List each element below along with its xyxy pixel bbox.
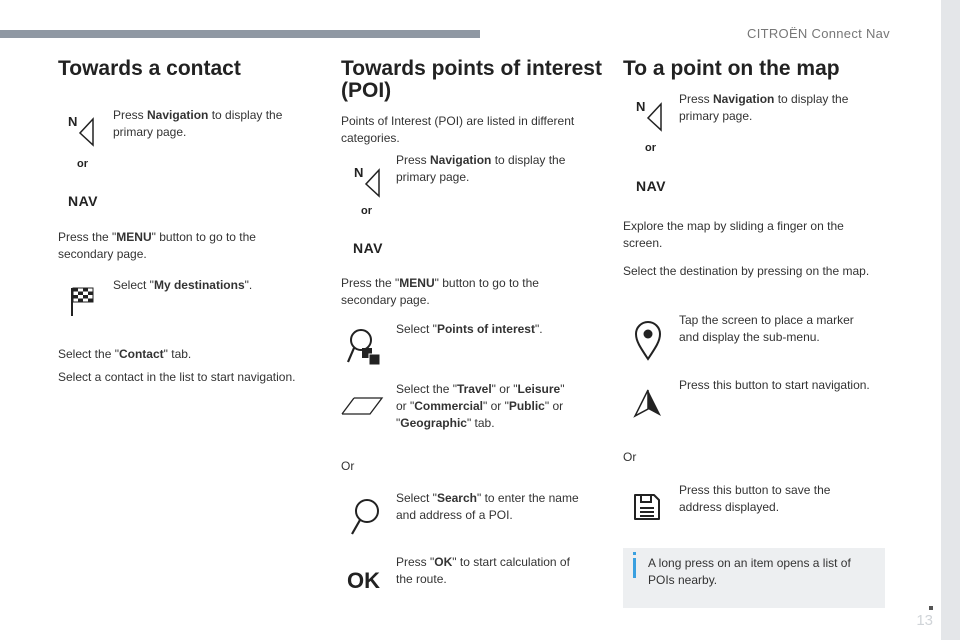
svg-text:N: N: [68, 115, 78, 129]
or-text: Or: [623, 450, 637, 464]
or-text: Or: [341, 459, 355, 473]
contact-tab-paragraph: Select the "Contact" tab.: [58, 347, 192, 361]
checkered-flag-icon: [70, 286, 96, 318]
tab-icon: [340, 396, 386, 416]
page-number: 13: [916, 612, 933, 629]
map-marker-icon: [633, 319, 663, 361]
map-explore-paragraph: Explore the map by sliding a finger on the screen.: [623, 219, 844, 250]
poi-step-select: Select "Points of interest".: [396, 322, 543, 336]
section-title-poi-line2: (POI): [341, 79, 392, 102]
poi-step-tabs: Select the "Travel" or "Leisure" or "Commercial" or "Public" or "Geographic" tab.: [396, 382, 565, 430]
poi-step-search: Select "Search" to enter the name and address of a POI.: [396, 491, 579, 522]
poi-step-navigation: Press Navigation to display the primary page.: [396, 153, 566, 184]
navigation-icon: [68, 115, 98, 147]
page-header-title: CITROËN Connect Nav: [747, 26, 890, 41]
or-label: or: [645, 142, 656, 154]
or-label: or: [77, 158, 88, 170]
info-note: [623, 548, 885, 608]
map-step-save: Press this button to save the address displayed.: [679, 483, 831, 514]
map-step-start: Press this button to start navigation.: [679, 378, 870, 392]
or-label: or: [361, 205, 372, 217]
section-title-map-point: To a point on the map: [623, 57, 840, 80]
search-icon: [348, 497, 382, 537]
contact-menu-paragraph: Press the "MENU" button to go to the secondary page.: [58, 230, 256, 261]
contact-select-paragraph: Select a contact in the list to start navigation.: [58, 370, 296, 384]
start-navigation-icon: [633, 388, 663, 418]
contact-step-destinations: Select "My destinations".: [113, 278, 253, 292]
map-step-marker: Tap the screen to place a marker and display the sub-menu.: [679, 313, 854, 344]
header-bar: [0, 30, 480, 38]
save-icon: [631, 491, 663, 523]
nav-button-label: NAV: [636, 178, 667, 194]
svg-text:N: N: [636, 100, 646, 114]
map-select-paragraph: Select the destination by pressing on the map.: [623, 264, 870, 278]
side-strip: [941, 0, 960, 640]
ok-button-label: OK: [347, 568, 380, 593]
nav-button-label: NAV: [68, 193, 99, 209]
page-marker: [929, 606, 933, 610]
section-title-poi-line1: Towards points of interest: [341, 57, 602, 80]
poi-menu-paragraph: Press the "MENU" button to go to the secondary page.: [341, 276, 539, 307]
info-icon: [633, 558, 636, 578]
poi-intro-paragraph: Points of Interest (POI) are listed in different categories.: [341, 114, 575, 145]
navigation-icon: [354, 166, 384, 198]
svg-text:N: N: [354, 166, 364, 180]
map-step-navigation: Press Navigation to display the primary page.: [679, 92, 849, 123]
points-of-interest-icon: [345, 325, 385, 367]
section-title-contact: Towards a contact: [58, 57, 241, 80]
navigation-icon: [636, 100, 666, 132]
poi-step-ok: Press "OK" to start calculation of the route.: [396, 555, 570, 586]
contact-step-navigation: Press Navigation to display the primary page.: [113, 108, 283, 139]
info-icon-dot: [633, 552, 636, 555]
info-note-text: A long press on an item opens a list of POIs nearby.: [648, 556, 851, 587]
nav-button-label: NAV: [353, 240, 384, 256]
